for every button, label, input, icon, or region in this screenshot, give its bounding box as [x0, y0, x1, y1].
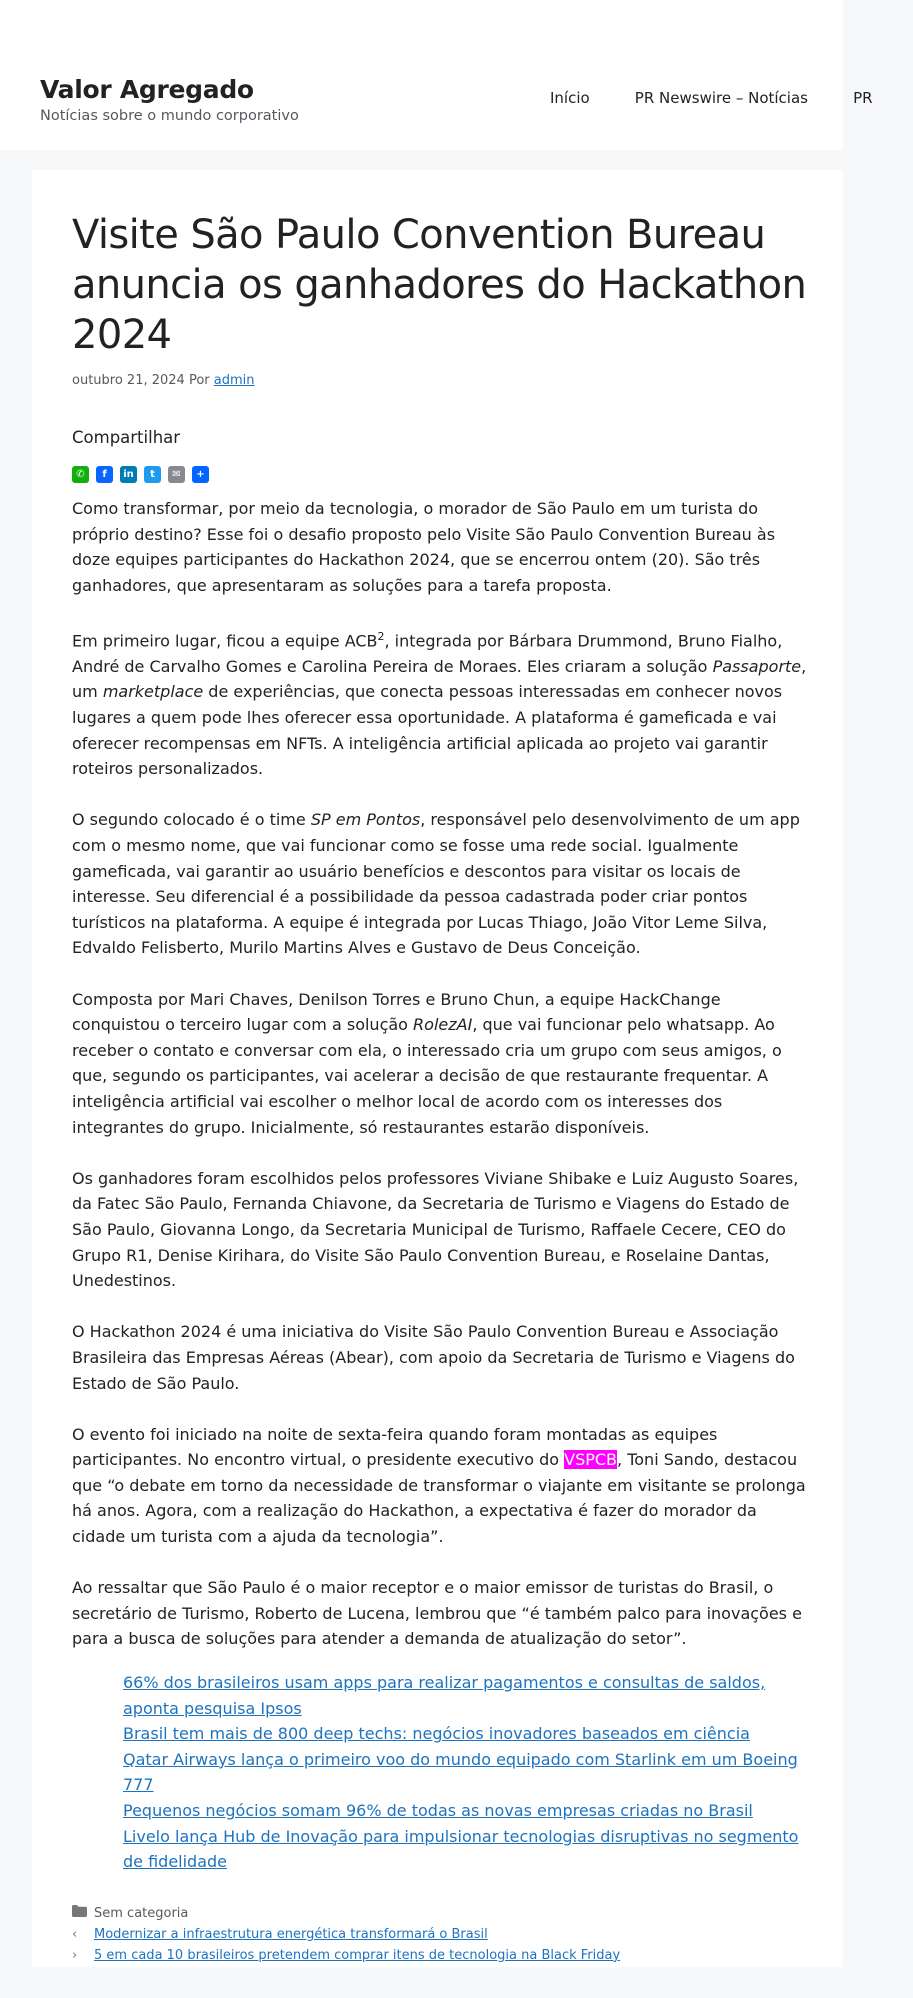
text-span: O evento foi iniciado na noite de sexta-feira quando foram montadas as equipes participantes. No encontro virtual, o presidente executivo do — [72, 1424, 718, 1470]
paragraph-8: Ao ressaltar que São Paulo é o maior receptor e o maior emissor de turistas do Brasil, o secretário de Turismo, Roberto de Lucena, lembrou que “é também palco para inovações e para a busca de soluções para atender a demanda de atualização do setor”. — [72, 1578, 802, 1649]
article-meta — [72, 372, 812, 390]
list-item — [123, 1824, 812, 1875]
list-item — [123, 1670, 812, 1721]
article — [32, 170, 843, 1967]
related-links — [123, 1670, 812, 1875]
next-post-row — [72, 1945, 812, 1966]
share-icon[interactable]: + — [192, 466, 209, 483]
site-description: Notícias sobre o mundo corporativo — [40, 108, 299, 124]
nav-item-pr[interactable]: PR — [853, 89, 873, 107]
article-content — [72, 210, 812, 1966]
text-span: , integrada por Bárbara Drummond, Bruno Fialho, André de Carvalho Gomes e Carolina Pereira de Moraes. Eles criaram a solução — [72, 631, 783, 676]
share-heading: Compartilhar — [72, 428, 181, 447]
text-span: Em primeiro lugar, ficou a equipe ACB — [72, 631, 378, 651]
list-item — [123, 1798, 812, 1824]
linkedin-icon[interactable]: in — [120, 466, 137, 483]
text-span: de experiências, que conecta pessoas interessadas em conhecer novos lugares a quem pode lhes oferecer essa oportunidade. A plataforma é gameficada e vai oferecer recompensas em NFTs. A inteligência artificial aplicada ao projeto vai garantir roteiros personalizados. — [72, 682, 783, 779]
paragraph-6: O Hackathon 2024 é uma iniciativa do Visite São Paulo Convention Bureau e Associação Brasileira das Empresas Aéreas (Abear), com apoio da Secretaria de Turismo e Viagens do Estado de São Paulo. — [72, 1322, 795, 1393]
highlighted-term: VSPCB — [564, 1450, 618, 1470]
text-span: Composta por Mari Chaves, Denilson Torres e Bruno Chun, a equipe HackChange conquistou o terceiro lugar com a solução — [72, 989, 721, 1035]
entry-footer — [72, 1903, 812, 1966]
post-date: outubro 21, 2024 — [72, 373, 185, 388]
paragraph-1: Como transformar, por meio da tecnologia, o morador de São Paulo em um turista do próprio destino? Esse foi o desafio proposto pelo Visite São Paulo Convention Bureau às doze equipes participantes do Hackathon 2024, que se encerrou ontem (20). São três ganhadores, que apresentaram as soluções para a tarefa proposta. — [72, 499, 776, 595]
article-body — [72, 496, 812, 1875]
category-row — [72, 1903, 812, 1924]
share-buttons — [72, 466, 812, 484]
site-header — [0, 0, 873, 150]
author-link[interactable]: admin — [213, 373, 255, 388]
related-link[interactable]: 66% dos brasileiros usam apps para realizar pagamentos e consultas de saldos, aponta pesquisa Ipsos — [123, 1673, 766, 1718]
related-link[interactable]: Qatar Airways lança o primeiro voo do mundo equipado com Starlink em um Boeing 777 — [123, 1749, 798, 1795]
nav-item-pr-newswire[interactable]: PR Newswire – Notícias — [634, 89, 808, 107]
list-item — [123, 1747, 812, 1798]
twitter-icon[interactable]: t — [144, 466, 161, 483]
main-navigation — [550, 88, 913, 107]
paragraph-3 — [72, 807, 812, 961]
prev-post-row — [72, 1924, 812, 1945]
list-item — [123, 1721, 812, 1747]
nav-item-inicio[interactable]: Início — [550, 89, 590, 107]
emphasis: RolezAI — [413, 1015, 473, 1035]
next-post-link[interactable]: 5 em cada 10 brasileiros pretendem comprar itens de tecnologia na Black Friday — [94, 1947, 621, 1963]
text-span: O segundo colocado é o time — [72, 810, 311, 830]
category-label: Sem categoria — [94, 1905, 189, 1921]
emphasis: Passaporte — [712, 656, 802, 676]
related-link[interactable]: Brasil tem mais de 800 deep techs: negócios inovadores baseados em ciência — [123, 1724, 750, 1744]
facebook-icon[interactable]: f — [96, 466, 113, 483]
article-title: Visite São Paulo Convention Bureau anuncia os ganhadores do Hackathon 2024 — [72, 212, 807, 358]
paragraph-5: Os ganhadores foram escolhidos pelos professores Viviane Shibake e Luiz Augusto Soares, da Fatec São Paulo, Fernanda Chiavone, da Secretaria de Turismo e Viagens do Estado de São Paulo, Giovanna Longo, da Secretaria Municipal de Turismo, Raffaele Cecere, CEO do Grupo R1, Denise Kirihara, do Visite São Paulo Convention Bureau, e Roselaine Dantas, Unedestinos. — [72, 1168, 799, 1291]
chevron-right-icon: › — [72, 1947, 78, 1963]
site-title[interactable]: Valor Agregado — [40, 75, 254, 104]
paragraph-2 — [72, 624, 812, 782]
emphasis: SP em Pontos — [310, 810, 421, 830]
paragraph-7 — [72, 1422, 812, 1550]
text-span: , um — [72, 656, 807, 702]
site-branding — [40, 74, 299, 126]
chevron-left-icon: ‹ — [72, 1926, 78, 1942]
whatsapp-icon[interactable]: ✆ — [72, 466, 89, 483]
prev-post-link[interactable]: Modernizar a infraestrutura energética transformará o Brasil — [94, 1926, 488, 1942]
superscript: 2 — [377, 629, 385, 643]
related-link[interactable]: Pequenos negócios somam 96% de todas as novas empresas criadas no Brasil — [123, 1801, 753, 1821]
email-icon[interactable]: ✉ — [168, 466, 185, 483]
paragraph-4 — [72, 987, 812, 1141]
text-span: , Toni Sando, destacou que “o debate em torno da necessidade de transformar o viajante em visitante se prolonga há anos. Agora, com a realização do Hackathon, a expectativa é fazer do morador da cidade um turista com a ajuda da tecnologia”. — [72, 1450, 806, 1547]
text-span: , responsável pelo desenvolvimento de um app com o mesmo nome, que vai funcionar como se fosse uma rede social. Igualmente gameficada, vai garantir ao usuário benefícios e descontos para visitar os locais de interesse. Seu diferencial é a possibilidade da pessoa cadastrada poder criar pontos turísticos na plataforma. A equipe é integrada por Lucas Thiago, João Vitor Leme Silva, Edvaldo Felisberto, Murilo Martins Alves e Gustavo de Deus Conceição. — [72, 810, 800, 958]
emphasis: marketplace — [102, 682, 204, 702]
text-span: , que vai funcionar pelo whatsapp. Ao receber o contato e conversar com ela, o interessado cria um grupo com seus amigos, o que, segundo os participantes, vai acelerar a decisão de que restaurante frequentar. A inteligência artificial vai escolher o melhor local de acordo com os interesses dos integrantes do grupo. Inicialmente, só restaurantes estarão disponíveis. — [72, 1015, 782, 1137]
related-link[interactable]: Livelo lança Hub de Inovação para impulsionar tecnologias disruptivas no segmento de fidelidade — [123, 1826, 799, 1872]
byline-label: Por — [188, 373, 210, 388]
folder-icon — [72, 1903, 94, 1924]
